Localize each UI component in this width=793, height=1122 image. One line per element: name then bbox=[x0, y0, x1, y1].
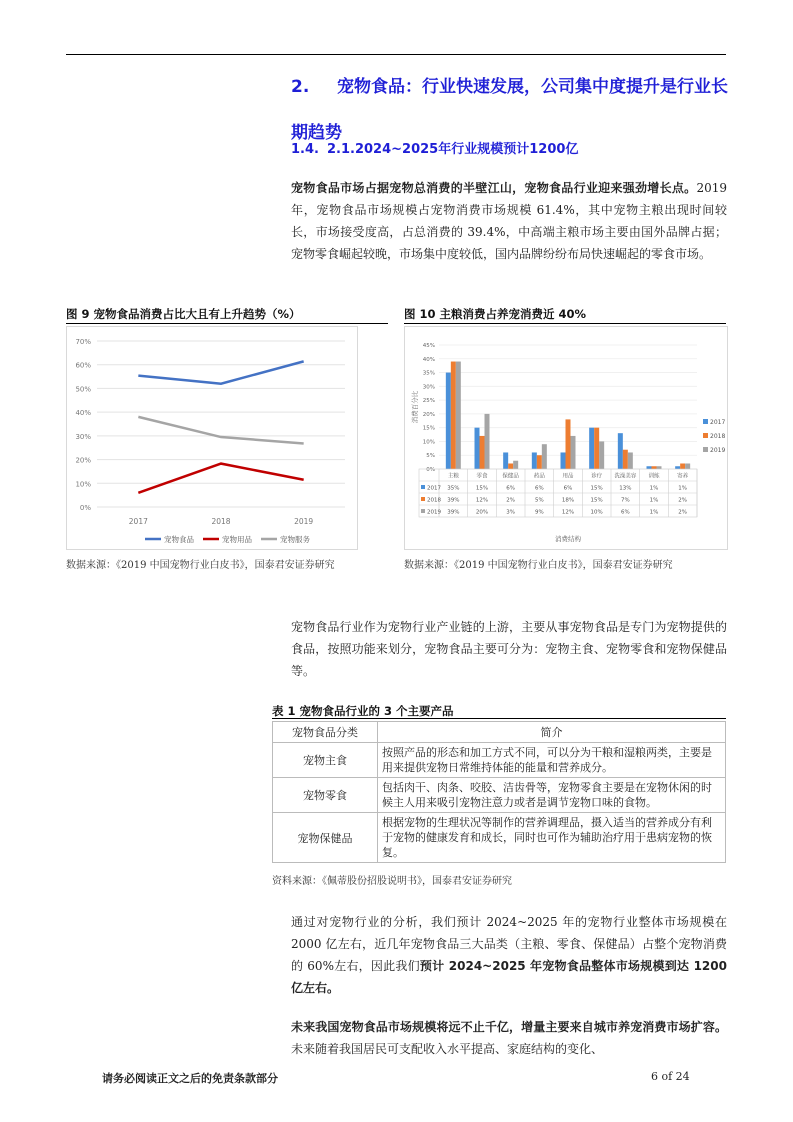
legend-swatch bbox=[703, 433, 708, 438]
y-tick-label: 0% bbox=[426, 467, 435, 473]
paragraph-4-text: 未来随着我国居民可支配收入水平提高、家庭结构的变化、 bbox=[291, 1042, 604, 1056]
data-label: 18% bbox=[561, 497, 575, 504]
subsection-number: 1.4. bbox=[291, 142, 319, 157]
bar-2018 bbox=[566, 419, 571, 469]
table-1-rule bbox=[272, 718, 726, 719]
y-tick-label: 0% bbox=[79, 504, 91, 512]
table-header-row bbox=[273, 722, 726, 743]
y-tick-label: 20% bbox=[422, 411, 435, 418]
section-number: 2. bbox=[291, 77, 310, 97]
bar-2019 bbox=[513, 461, 518, 469]
table-cell-desc: 按照产品的形态和加工方式不同，可以分为干粮和湿粮两类，主要是用来提供宠物日常维持体能的能量和营养成分。 bbox=[378, 743, 726, 778]
x-tick-label: 保健品 bbox=[502, 473, 519, 480]
footer-disclaimer: 请务必阅读正文之后的免责条款部分 bbox=[102, 1072, 278, 1085]
data-label: 35% bbox=[447, 485, 460, 492]
data-label: 15% bbox=[590, 497, 603, 504]
bar-2018 bbox=[451, 362, 456, 469]
x-tick-label: 用品 bbox=[562, 473, 574, 480]
y-tick-label: 35% bbox=[422, 370, 435, 377]
y-tick-label: 50% bbox=[75, 385, 91, 394]
y-tick-label: 20% bbox=[75, 456, 91, 465]
section-title: 宠物食品：行业快速发展，公司集中度提升是行业长期趋势 bbox=[291, 77, 728, 143]
y-tick-label: 30% bbox=[75, 432, 91, 441]
data-label: 20% bbox=[475, 509, 489, 516]
y-tick-label: 40% bbox=[422, 356, 435, 363]
data-label: 6% bbox=[563, 485, 573, 492]
data-label: 6% bbox=[506, 485, 516, 492]
figure-10-rule bbox=[404, 323, 726, 324]
subsection-title: 2.1.2024~2025年行业规模预计1200亿 bbox=[327, 142, 579, 157]
bar-2018 bbox=[594, 428, 599, 469]
legend-label: 宠物服务 bbox=[280, 535, 310, 544]
x-tick-label: 2018 bbox=[211, 517, 231, 526]
y-tick-label: 10% bbox=[422, 439, 435, 446]
data-label: 1% bbox=[649, 509, 659, 516]
table-row bbox=[273, 743, 726, 778]
bar-2019 bbox=[599, 441, 604, 469]
bar-2019 bbox=[571, 436, 576, 469]
data-label: 12% bbox=[561, 509, 575, 516]
x-axis-label: 消费结构 bbox=[555, 535, 581, 543]
paragraph-4 bbox=[291, 1016, 727, 1060]
y-tick-label: 40% bbox=[75, 409, 91, 418]
x-tick-label: 2019 bbox=[294, 517, 314, 526]
data-label: 9% bbox=[534, 509, 544, 516]
table-1-source: 资料来源：《佩蒂股份招股说明书》，国泰君安证券研究 bbox=[272, 876, 512, 887]
data-label: 1% bbox=[649, 485, 659, 492]
data-label: 1% bbox=[649, 497, 659, 504]
paragraph-1-lead: 宠物食品市场占据宠物总消费的半壁江山，宠物食品行业迎来强劲增长点。 bbox=[291, 181, 697, 195]
bar-2019 bbox=[628, 452, 633, 469]
x-tick-label: 2017 bbox=[128, 517, 148, 526]
bar-2018 bbox=[537, 455, 542, 469]
bar-2017 bbox=[589, 428, 594, 469]
legend-label: 宠物用品 bbox=[222, 535, 252, 544]
bar-2019 bbox=[485, 414, 490, 469]
legend-label: 宠物食品 bbox=[164, 535, 194, 544]
data-table-swatch bbox=[421, 509, 425, 513]
table-row bbox=[273, 813, 726, 863]
data-label: 7% bbox=[620, 497, 630, 504]
figure-9-source: 数据来源：《2019 中国宠物行业白皮书》，国泰君安证券研究 bbox=[66, 560, 335, 571]
table-row bbox=[273, 778, 726, 813]
paragraph-4-lead: 未来我国宠物食品市场规模将远不止千亿，增量主要来自城市养宠消费市场扩容。 bbox=[291, 1020, 727, 1034]
data-label: 3% bbox=[506, 509, 516, 516]
legend-label: 2017 bbox=[710, 419, 726, 426]
data-label: 5% bbox=[534, 497, 544, 504]
bar-2019 bbox=[542, 444, 547, 469]
paragraph-1 bbox=[291, 177, 727, 265]
data-table-swatch bbox=[421, 485, 425, 489]
y-tick-label: 60% bbox=[75, 361, 91, 370]
legend-label: 2018 bbox=[710, 433, 726, 440]
y-axis-label: 消费百分比 bbox=[411, 390, 419, 424]
bar-2018 bbox=[623, 450, 628, 469]
subsection-heading bbox=[291, 138, 578, 157]
y-tick-label: 25% bbox=[422, 398, 435, 405]
bar-2019 bbox=[657, 466, 662, 469]
line-chart bbox=[67, 327, 357, 549]
table-header-desc: 简介 bbox=[378, 722, 726, 743]
data-table-swatch bbox=[421, 497, 425, 501]
bar-2017 bbox=[618, 433, 623, 469]
data-label: 39% bbox=[447, 509, 460, 516]
bar-2017 bbox=[446, 373, 451, 469]
bar-2017 bbox=[561, 452, 566, 469]
x-tick-label: 洗澡美容 bbox=[614, 473, 637, 480]
page-number: 6 of 24 bbox=[651, 1070, 690, 1083]
bar-chart bbox=[405, 327, 727, 549]
data-label: 12% bbox=[475, 497, 489, 504]
paragraph-3-text: 通过对宠物行业的分析，我们预计 2024~2025 年的宠物行业整体市场规模在 2000 亿左右，近几年宠物食品三大品类（主粮、零食、保健品）占整个宠物消费的 60%左右，因此我们 bbox=[291, 915, 727, 973]
y-tick-label: 70% bbox=[75, 338, 91, 346]
series-line-宠物服务 bbox=[138, 417, 303, 444]
x-tick-label: 零食 bbox=[476, 473, 488, 480]
paragraph-3 bbox=[291, 911, 727, 999]
bar-2017 bbox=[475, 428, 480, 469]
table-cell-category: 宠物保健品 bbox=[273, 813, 378, 863]
x-tick-label: 诊疗 bbox=[591, 473, 603, 480]
legend-swatch bbox=[703, 419, 708, 424]
data-label: 13% bbox=[619, 485, 632, 492]
x-tick-label: 主粮 bbox=[447, 473, 459, 480]
bar-2017 bbox=[532, 452, 537, 469]
series-line-宠物用品 bbox=[138, 464, 303, 493]
legend-label: 2019 bbox=[710, 447, 726, 454]
bar-2019 bbox=[685, 463, 690, 469]
y-tick-label: 30% bbox=[422, 384, 435, 391]
paragraph-1-text: 2019 年，宠物食品市场规模占宠物消费市场规模 61.4%，其中宠物主粮出现时间较长，市场接受度高，占总消费的 39.4%，中高端主粮市场主要由国外品牌占据；宠物零食崛起较晚，市场集中度较低，国内品牌纷纷布局快速崛起的零食市场。 bbox=[291, 181, 727, 261]
figure-10-chart bbox=[404, 326, 728, 550]
x-tick-label: 寄养 bbox=[677, 473, 689, 480]
bar-2018 bbox=[652, 466, 657, 469]
figure-9-rule bbox=[66, 323, 388, 324]
bar-2019 bbox=[456, 362, 461, 469]
legend-swatch bbox=[703, 447, 708, 452]
table-cell-desc: 根据宠物的生理状况等制作的营养调理品，摄入适当的营养成分有利于宠物的健康发育和成长，同时也可作为辅助治疗用于患病宠物的恢复。 bbox=[378, 813, 726, 863]
y-tick-label: 45% bbox=[422, 343, 435, 349]
data-label: 10% bbox=[590, 509, 603, 516]
bar-2017 bbox=[675, 466, 680, 469]
data-label: 15% bbox=[590, 485, 603, 492]
data-table-series-label: 2018 bbox=[427, 497, 441, 504]
data-label: 39% bbox=[447, 497, 460, 504]
bar-2018 bbox=[480, 436, 485, 469]
header-rule bbox=[66, 54, 726, 55]
y-tick-label: 15% bbox=[422, 425, 435, 432]
data-label: 2% bbox=[678, 509, 688, 516]
bar-2018 bbox=[680, 463, 685, 469]
data-label: 2% bbox=[678, 497, 688, 504]
bar-2017 bbox=[503, 452, 508, 469]
data-label: 6% bbox=[534, 485, 544, 492]
x-tick-label: 训练 bbox=[648, 473, 660, 480]
table-cell-category: 宠物零食 bbox=[273, 778, 378, 813]
data-label: 15% bbox=[475, 485, 489, 492]
data-label: 6% bbox=[620, 509, 630, 516]
data-label: 1% bbox=[678, 485, 688, 492]
bar-2018 bbox=[508, 463, 513, 469]
y-tick-label: 5% bbox=[426, 453, 435, 460]
figure-10-source: 数据来源：《2019 中国宠物行业白皮书》，国泰君安证券研究 bbox=[404, 560, 673, 571]
products-table bbox=[272, 721, 726, 863]
paragraph-3-bold: 预计 2024~2025 年宠物食品整体市场规模到达 1200 亿左右。 bbox=[291, 959, 727, 995]
table-cell-desc: 包括肉干、肉条、咬胶、洁齿骨等，宠物零食主要是在宠物休闲的时候主人用来吸引宠物注意力或者是调节宠物口味的食物。 bbox=[378, 778, 726, 813]
table-header-category: 宠物食品分类 bbox=[273, 722, 378, 743]
figure-10-title: 图 10 主粮消费占养宠消费近 40% bbox=[404, 307, 587, 321]
paragraph-2: 宠物食品行业作为宠物行业产业链的上游，主要从事宠物食品是专门为宠物提供的食品，按照功能来划分，宠物食品主要可分为：宠物主食、宠物零食和宠物保健品等。 bbox=[291, 620, 727, 678]
x-tick-label: 药品 bbox=[533, 473, 545, 480]
y-tick-label: 10% bbox=[75, 480, 91, 489]
data-table-series-label: 2017 bbox=[427, 485, 441, 492]
table-cell-category: 宠物主食 bbox=[273, 743, 378, 778]
bar-2017 bbox=[647, 466, 652, 469]
data-table-series-label: 2019 bbox=[427, 509, 441, 516]
table-1-title: 表 1 宠物食品行业的 3 个主要产品 bbox=[272, 704, 454, 718]
figure-9-title: 图 9 宠物食品消费占比大且有上升趋势（%） bbox=[66, 307, 301, 321]
data-label: 2% bbox=[506, 497, 516, 504]
figure-9-chart bbox=[66, 326, 358, 550]
